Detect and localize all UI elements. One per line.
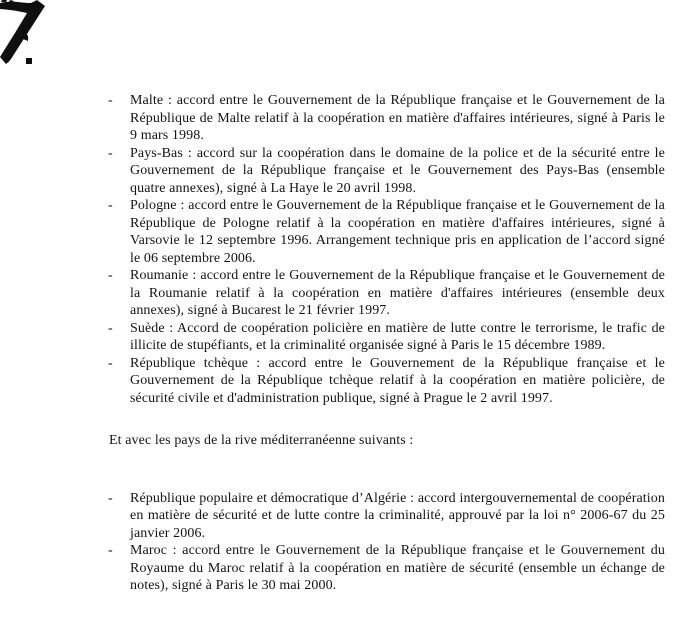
list-item-text: Maroc : accord entre le Gouvernement de la République française et le Gouvernement du Royaume du Maroc relatif à la coopération en matière de sécurité (ensemble un échange de notes), signé à Paris le 30 mai 2000.	[130, 543, 665, 593]
list-item-suede	[108, 320, 665, 355]
european-agreements-list	[108, 92, 665, 407]
list-item-text: République populaire et démocratique d’Algérie : accord intergouvernemental de coopération en matière de sécurité et de lutte contre la criminalité, approuvé par la loi n° 2006-67 du 25 janvier 2006.	[130, 490, 665, 541]
handwritten-mark-icon	[0, 0, 50, 70]
dash-bullet: -	[108, 490, 113, 506]
list-item-pologne	[108, 197, 665, 267]
list-item-text: Roumanie : accord entre le Gouvernement de la République française et le Gouvernement de la Roumanie relatif à la coopération en matière d'affaires intérieures (ensemble deux annexes), signé à Bucarest le 21 février 1997.	[130, 268, 665, 318]
list-item-text: Malte : accord entre le Gouvernement de la République française et le Gouvernement de la République de Malte relatif à la coopération en matière d'affaires intérieures, signé à Paris le 9 mars 1998.	[130, 93, 665, 143]
list-item-pays-bas	[108, 145, 665, 198]
dash-bullet: -	[108, 355, 113, 371]
list-item-text: Suède : Accord de coopération policière en matière de lutte contre le terrorisme, le trafic de illicite de stupéfiants, et la criminalité organisée signé à Paris le 15 décembre 1989.	[130, 320, 665, 353]
list-item-malte	[108, 92, 665, 145]
dash-bullet: -	[108, 320, 113, 336]
mediterranean-intro-line: Et avec les pays de la rive méditerranéenne suivants :	[109, 433, 414, 448]
dash-bullet: -	[108, 93, 113, 108]
list-item-text: Pologne : accord entre le Gouvernement de la République française et le Gouvernement de la République de Pologne relatif à la coopération en matière d'affaires intérieures, signé à Varsovie le 12 septembre 1996. Arrangement technique pris en application de l’accord signé le 06 septembre 2006.	[130, 198, 665, 266]
dash-bullet: -	[108, 198, 113, 213]
list-item-republique-tcheque	[108, 355, 665, 408]
list-item-text: République tchèque : accord entre le Gouvernement de la République française et le Gouvernement de la République tchèque relatif à la coopération en matière policière, de sécurité civile et d'administration publique, signé à Prague le 2 avril 1997.	[130, 355, 665, 406]
dash-bullet: -	[108, 268, 113, 283]
mediterranean-agreements-list	[108, 490, 665, 595]
list-item-algerie	[108, 490, 665, 543]
dash-bullet: -	[108, 543, 113, 558]
list-item-roumanie	[108, 267, 665, 320]
dash-bullet: -	[108, 145, 113, 161]
list-item-text: Pays-Bas : accord sur la coopération dans le domaine de la police et de la sécurité entre le Gouvernement de la République française et le Gouvernement des Pays-Bas (ensemble quatre annexes), signé à La Haye le 20 avril 1998.	[130, 145, 665, 196]
list-item-maroc	[108, 542, 665, 595]
document-content	[108, 92, 665, 595]
